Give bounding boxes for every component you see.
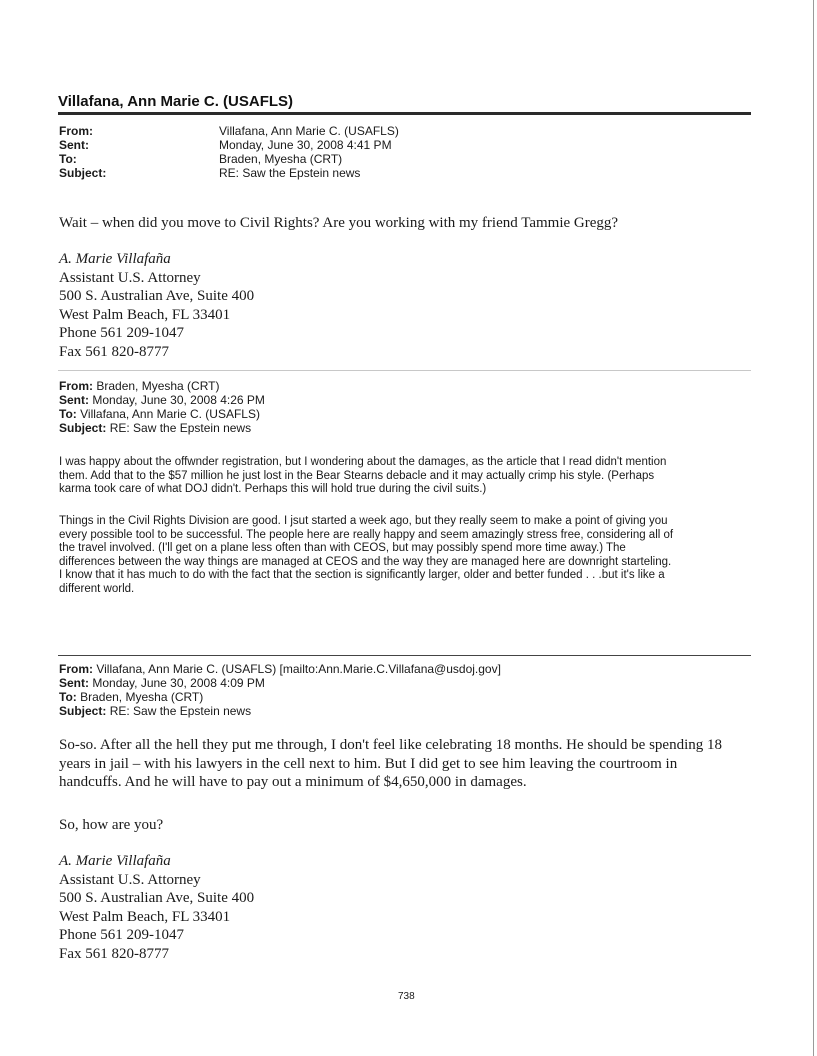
message2-sent-line bbox=[59, 393, 265, 407]
message2-sent: Monday, June 30, 2008 4:26 PM bbox=[92, 393, 265, 407]
message3-separator bbox=[58, 655, 751, 656]
message2-to: Villafana, Ann Marie C. (USAFLS) bbox=[80, 407, 260, 421]
signature-phone: Phone 561 209-1047 bbox=[59, 325, 184, 341]
message3-paragraph-2: So, how are you? bbox=[59, 817, 164, 833]
text-line: karma took care of what DOJ didn't. Perhaps this will hold true during the civil suits.) bbox=[59, 483, 487, 495]
signature-title: Assistant U.S. Attorney bbox=[59, 871, 201, 888]
message2-paragraph-1 bbox=[59, 456, 749, 497]
signature-block-2 bbox=[59, 852, 254, 963]
message3-subject-line bbox=[59, 704, 501, 718]
text-line: Things in the Civil Rights Division are good. I jsut started a week ago, but they really seem to make a point of giving you bbox=[59, 515, 668, 527]
message2-to-line bbox=[59, 407, 265, 421]
message3-sent-line bbox=[59, 676, 501, 690]
from-label: From: bbox=[59, 124, 93, 138]
message2-separator bbox=[58, 370, 751, 371]
message2-from: Braden, Myesha (CRT) bbox=[96, 379, 220, 393]
message2-sent-label: Sent: bbox=[59, 393, 89, 407]
message3-from: Villafana, Ann Marie C. (USAFLS) [mailto:Ann.Marie.C.Villafana@usdoj.gov] bbox=[96, 662, 501, 676]
message2-header bbox=[59, 379, 265, 435]
signature-address2: West Palm Beach, FL 33401 bbox=[59, 908, 231, 925]
from-row bbox=[59, 124, 399, 138]
title-rule bbox=[58, 112, 751, 115]
message2-subject-label: Subject: bbox=[59, 421, 107, 435]
message2-to-label: To: bbox=[59, 407, 77, 421]
signature-address1: 500 S. Australian Ave, Suite 400 bbox=[59, 890, 255, 906]
signature-address1: 500 S. Australian Ave, Suite 400 bbox=[59, 288, 255, 304]
sent-label: Sent: bbox=[59, 138, 89, 152]
message2-subject-line bbox=[59, 421, 265, 435]
text-line: differences between the way things are managed at CEOS and the way they are managed here are downright starteling. bbox=[59, 555, 672, 568]
page-edge-line bbox=[813, 0, 814, 1056]
signature-name: A. Marie Villafaña bbox=[59, 853, 171, 869]
message3-from-label: From: bbox=[59, 662, 93, 676]
message3-subject-label: Subject: bbox=[59, 704, 107, 718]
message2-subject: RE: Saw the Epstein news bbox=[109, 421, 252, 435]
message3-from-line bbox=[59, 662, 501, 676]
text-line: I know that it has much to do with the fact that the section is significantly larger, older and better funded . . .but it's like a bbox=[59, 569, 665, 581]
text-line: them. Add that to the $57 million he just lost in the Bear Stearns debacle and it may actually crimp his style. (Perhaps bbox=[59, 469, 655, 482]
signature-fax: Fax 561 820-8777 bbox=[59, 343, 169, 360]
text-line: the travel involved. (I'll get on a plane less often than with CEOS, but may possibly spend more time away.) The bbox=[59, 542, 626, 554]
signature-phone: Phone 561 209-1047 bbox=[59, 927, 184, 943]
text-line: So-so. After all the hell they put me through, I don't feel like celebrating 18 months. He should be spending 18 bbox=[59, 737, 722, 753]
to-row bbox=[59, 152, 399, 166]
signature-fax: Fax 561 820-8777 bbox=[59, 945, 169, 962]
subject-label: Subject: bbox=[59, 166, 107, 180]
to-label: To: bbox=[59, 152, 77, 166]
signature-title: Assistant U.S. Attorney bbox=[59, 269, 201, 286]
message3-sent: Monday, June 30, 2008 4:09 PM bbox=[92, 676, 265, 690]
text-line: years in jail – with his lawyers in the cell next to him. But I did get to see him leaving the courtroom in bbox=[59, 755, 678, 772]
text-line: different world. bbox=[59, 582, 135, 595]
message3-to-label: To: bbox=[59, 690, 77, 704]
message3-sent-label: Sent: bbox=[59, 676, 89, 690]
page-number: 738 bbox=[398, 991, 415, 1002]
message3-header bbox=[59, 662, 501, 718]
sent-row bbox=[59, 138, 399, 152]
signature-address2: West Palm Beach, FL 33401 bbox=[59, 306, 231, 323]
sent-value: Monday, June 30, 2008 4:41 PM bbox=[219, 138, 392, 152]
text-line: handcuffs. And he will have to pay out a minimum of $4,650,000 in damages. bbox=[59, 774, 527, 790]
signature-block-1 bbox=[59, 250, 254, 361]
message2-from-label: From: bbox=[59, 379, 93, 393]
from-value: Villafana, Ann Marie C. (USAFLS) bbox=[219, 124, 399, 138]
signature-name: A. Marie Villafaña bbox=[59, 251, 171, 267]
message3-to-line bbox=[59, 690, 501, 704]
subject-value: RE: Saw the Epstein news bbox=[219, 166, 361, 180]
document-title: Villafana, Ann Marie C. (USAFLS) bbox=[58, 93, 294, 110]
message3-to: Braden, Myesha (CRT) bbox=[80, 690, 204, 704]
text-line: every possible tool to be successful. The people here are really happy and seem amazingly stress free, considering all of bbox=[59, 528, 674, 541]
message3-subject: RE: Saw the Epstein news bbox=[109, 704, 252, 718]
message2-paragraph-2 bbox=[59, 515, 749, 596]
email-header bbox=[59, 124, 399, 180]
message2-from-line bbox=[59, 379, 265, 393]
message1-body: Wait – when did you move to Civil Rights? Are you working with my friend Tammie Gregg? bbox=[59, 215, 619, 231]
text-line: I was happy about the offwnder registration, but I wondering about the damages, as the article that I read didn't mention bbox=[59, 456, 667, 468]
message3-paragraph-1 bbox=[59, 736, 722, 792]
to-value: Braden, Myesha (CRT) bbox=[219, 152, 343, 166]
subject-row bbox=[59, 166, 399, 180]
